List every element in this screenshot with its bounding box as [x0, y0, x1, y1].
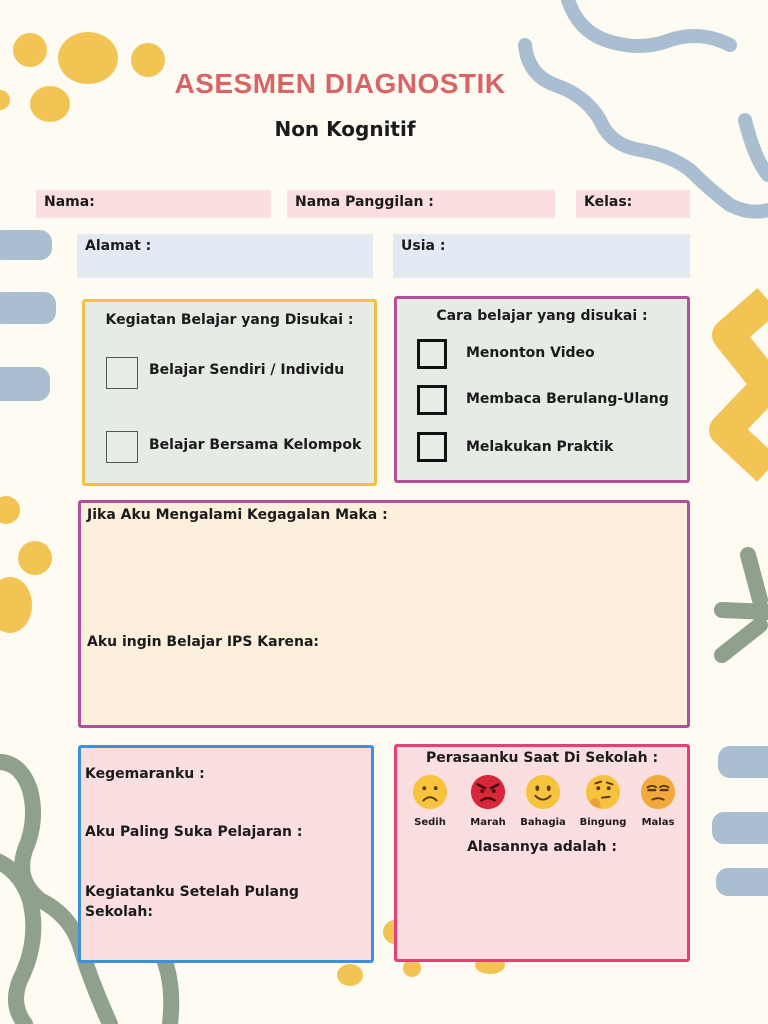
- emotion-label-sedih: Sedih: [414, 817, 446, 828]
- option-melakukan-praktik: Melakukan Praktik: [466, 439, 614, 455]
- option-membaca-berulang: Membaca Berulang-Ulang: [466, 391, 669, 407]
- cara-belajar-panel: [394, 296, 690, 483]
- usia-label: Usia :: [401, 238, 446, 254]
- emotion-label-malas: Malas: [641, 817, 675, 828]
- usia-field[interactable]: [393, 234, 690, 278]
- ips-prompt: Aku ingin Belajar IPS Karena:: [87, 634, 319, 650]
- emotion-label-bingung: Bingung: [579, 817, 627, 828]
- thinking-face-icon[interactable]: [584, 773, 622, 811]
- kegiatan-belajar-panel: [82, 299, 377, 486]
- angry-face-icon[interactable]: [469, 773, 507, 811]
- lazy-face-icon[interactable]: [639, 773, 677, 811]
- kelas-label: Kelas:: [584, 194, 633, 210]
- checkbox-belajar-sendiri[interactable]: [106, 357, 138, 389]
- emotion-label-bahagia: Bahagia: [520, 817, 566, 828]
- nama-panggilan-label: Nama Panggilan :: [295, 194, 434, 210]
- kegiatan-pulang-prompt: Kegiatanku Setelah Pulang Sekolah:: [85, 884, 299, 920]
- yellow-zigzag-right: [725, 300, 768, 470]
- perasaan-panel: [394, 744, 690, 962]
- alasan-prompt[interactable]: Alasannya adalah :: [467, 839, 617, 855]
- kegemaran-prompt: Kegemaranku :: [85, 766, 205, 782]
- blue-squiggles-top-right: [525, 0, 768, 212]
- nama-panggilan-field[interactable]: [287, 190, 555, 218]
- blue-bars-left: [0, 230, 56, 401]
- refleksi-panel[interactable]: [78, 500, 690, 728]
- emotion-label-marah: Marah: [470, 817, 506, 828]
- tentang-aku-panel[interactable]: [78, 745, 374, 963]
- option-menonton-video: Menonton Video: [466, 345, 595, 361]
- happy-face-icon[interactable]: [524, 773, 562, 811]
- page-subtitle: Non Kognitif: [274, 117, 416, 141]
- yellow-dots-left: [0, 496, 52, 633]
- pelajaran-prompt: Aku Paling Suka Pelajaran :: [85, 824, 303, 840]
- checkbox-menonton-video[interactable]: [417, 339, 447, 369]
- kegiatan-belajar-title: Kegiatan Belajar yang Disukai :: [105, 312, 354, 328]
- checkbox-melakukan-praktik[interactable]: [417, 432, 447, 462]
- nama-field[interactable]: [36, 190, 271, 218]
- kelas-field[interactable]: [576, 190, 690, 218]
- checkbox-belajar-kelompok[interactable]: [106, 431, 138, 463]
- sage-leaf-right: [722, 555, 768, 655]
- perasaan-title: Perasaanku Saat Di Sekolah :: [425, 750, 659, 766]
- alamat-field[interactable]: [77, 234, 373, 278]
- alamat-label: Alamat :: [85, 238, 152, 254]
- kegagalan-prompt: Jika Aku Mengalami Kegagalan Maka :: [87, 507, 388, 523]
- blue-bars-right: [712, 746, 768, 896]
- option-belajar-sendiri: Belajar Sendiri / Individu: [149, 362, 345, 378]
- page-title: ASESMEN DIAGNOSTIK: [174, 68, 506, 99]
- option-belajar-kelompok: Belajar Bersama Kelompok: [149, 437, 362, 453]
- cara-belajar-title: Cara belajar yang disukai :: [436, 308, 648, 324]
- checkbox-membaca-berulang[interactable]: [417, 385, 447, 415]
- sad-face-icon[interactable]: [411, 773, 449, 811]
- nama-label: Nama:: [44, 194, 95, 210]
